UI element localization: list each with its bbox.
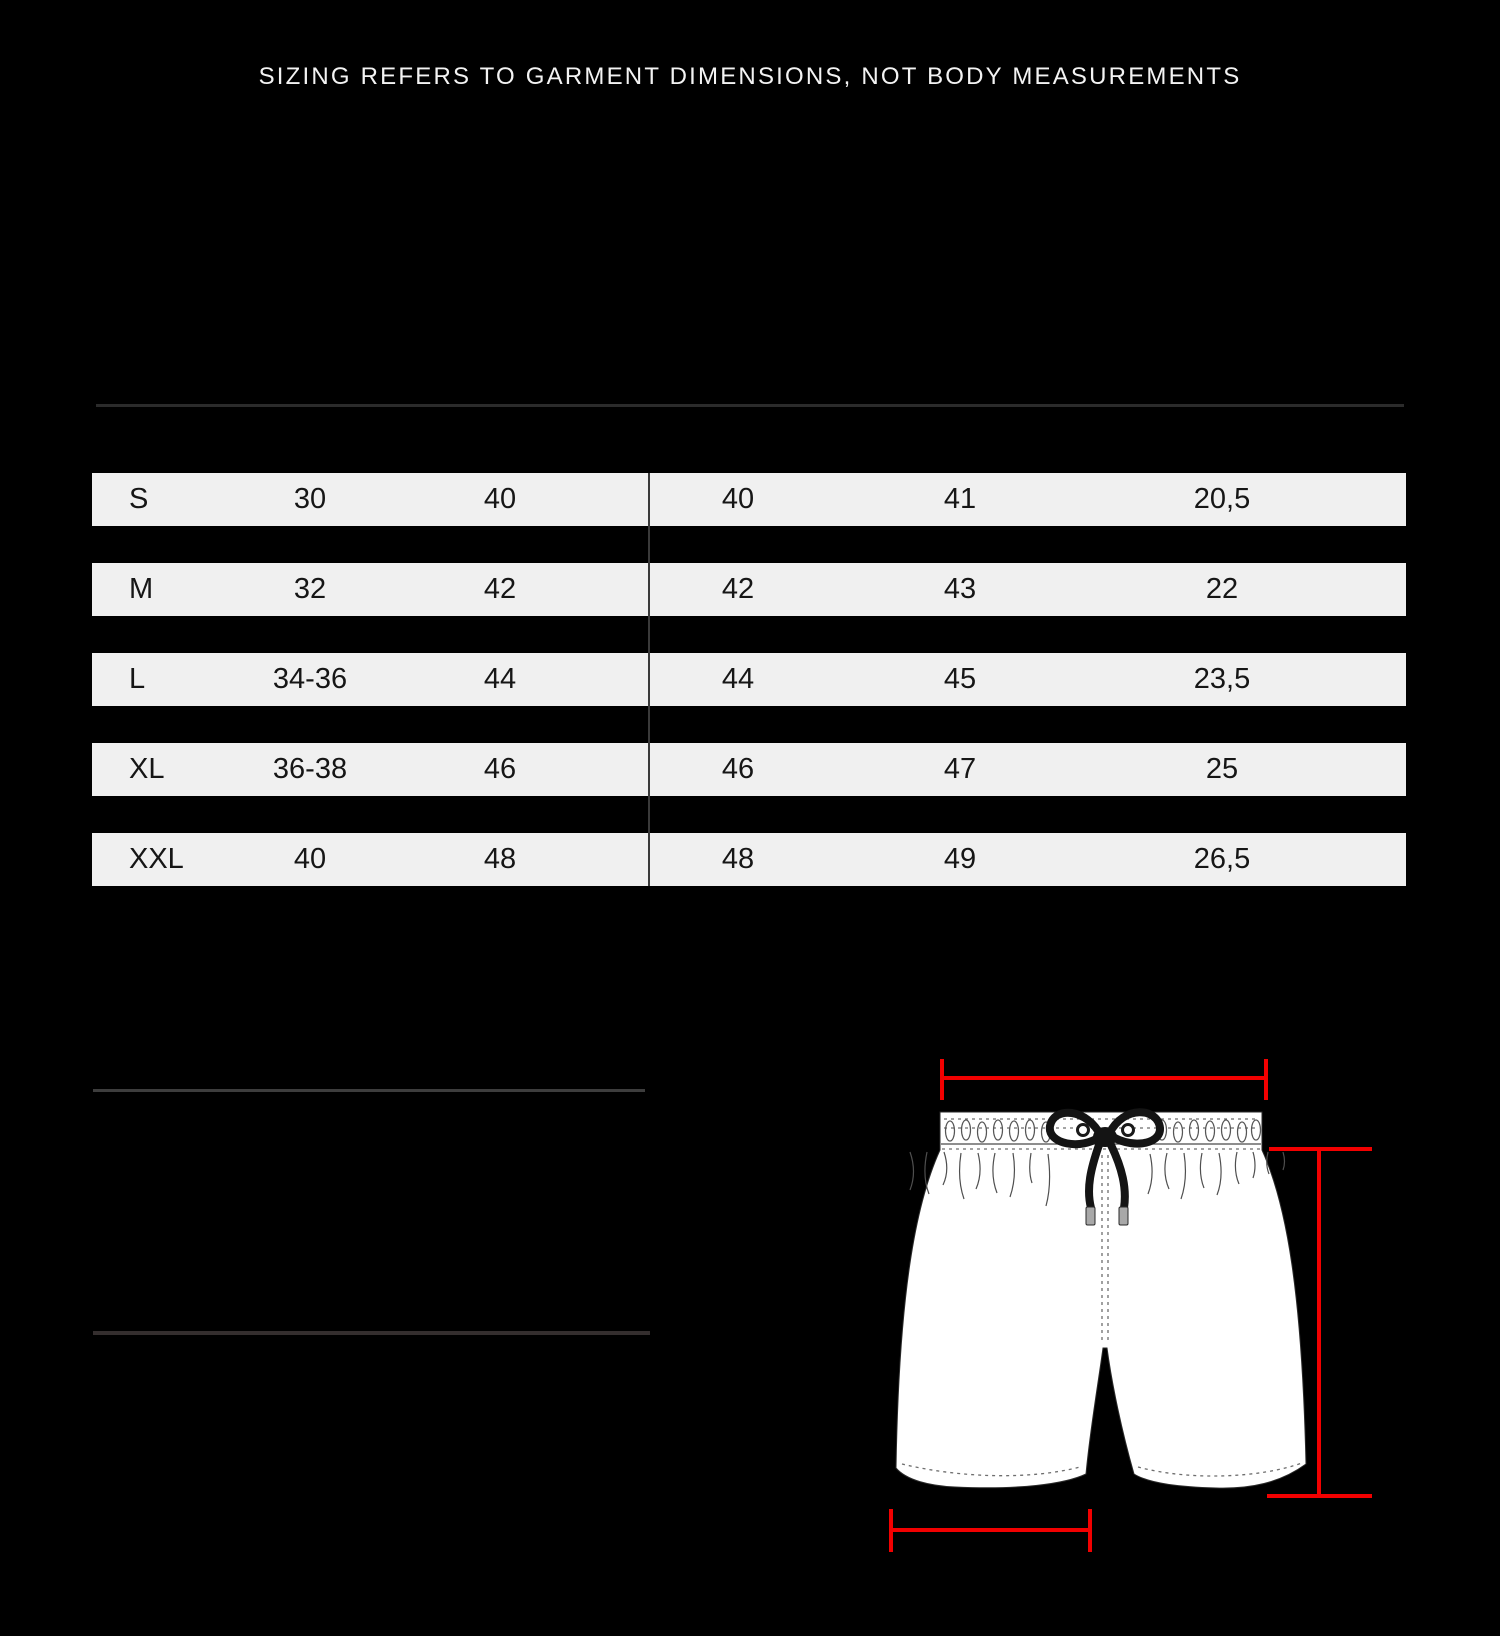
value-cell: 48	[483, 843, 517, 875]
table-column-divider	[648, 473, 650, 886]
value-cell: 40	[483, 483, 517, 515]
value-cell: 20,5	[1193, 483, 1251, 515]
size-label: M	[129, 573, 154, 605]
value-cell: 47	[943, 753, 977, 785]
value-cell: 48	[721, 843, 755, 875]
value-cell: 45	[943, 663, 977, 695]
value-cell: 30	[293, 483, 327, 515]
value-cell: 26,5	[1193, 843, 1251, 875]
value-cell: 43	[943, 573, 977, 605]
leg-opening-measure	[891, 1509, 1090, 1552]
size-label: L	[129, 663, 146, 695]
size-label: XL	[129, 753, 165, 785]
table-top-rule	[96, 404, 1404, 407]
value-cell: 22	[1205, 573, 1239, 605]
size-row-XL	[92, 743, 1406, 796]
legend-rule-top	[93, 1089, 645, 1092]
shorts-body	[896, 1112, 1306, 1488]
value-cell: 44	[483, 663, 517, 695]
size-row-M	[92, 563, 1406, 616]
value-cell: 40	[721, 483, 755, 515]
size-label: XXL	[129, 843, 184, 875]
value-cell: 40	[293, 843, 327, 875]
value-cell: 25	[1205, 753, 1239, 785]
value-cell: 42	[483, 573, 517, 605]
aglet-left	[1086, 1207, 1095, 1225]
value-cell: 46	[483, 753, 517, 785]
legend-rule-bottom	[93, 1331, 650, 1335]
value-cell: 32	[293, 573, 327, 605]
value-cell: 36-38	[272, 753, 348, 785]
value-cell: 44	[721, 663, 755, 695]
size-table	[92, 473, 1406, 923]
value-cell: 41	[943, 483, 977, 515]
aglet-right	[1119, 1207, 1128, 1225]
size-row-L	[92, 653, 1406, 706]
value-cell: 34-36	[272, 663, 348, 695]
value-cell: 42	[721, 573, 755, 605]
size-row-S	[92, 473, 1406, 526]
size-label: S	[129, 483, 149, 515]
value-cell: 46	[721, 753, 755, 785]
page-title: SIZING REFERS TO GARMENT DIMENSIONS, NOT BODY MEASUREMENTS	[258, 63, 1242, 90]
waist-width-measure	[942, 1059, 1266, 1100]
value-cell: 23,5	[1193, 663, 1251, 695]
value-cell: 49	[943, 843, 977, 875]
size-row-XXL	[92, 833, 1406, 886]
shorts-diagram	[850, 1040, 1400, 1560]
